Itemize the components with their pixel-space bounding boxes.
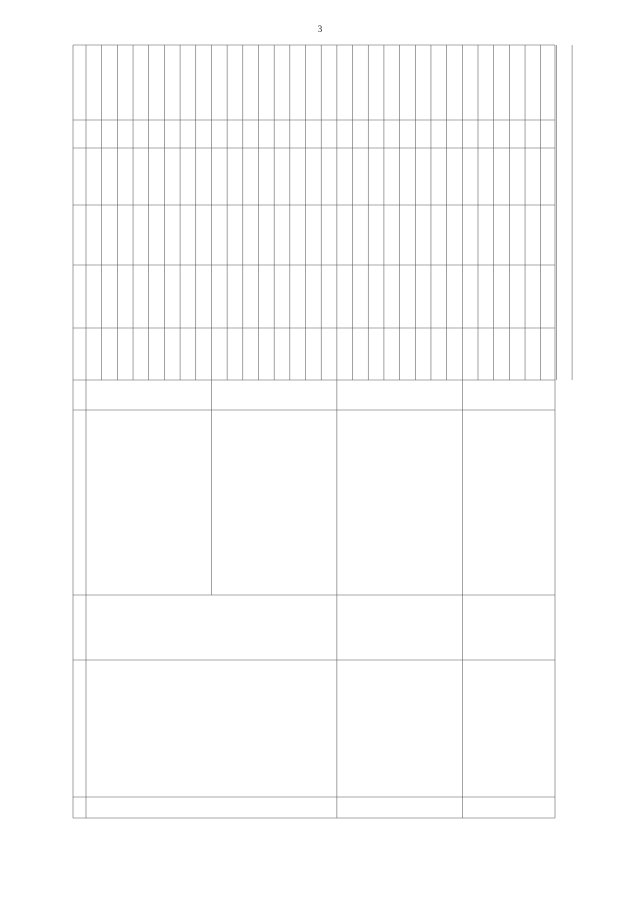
budget-table bbox=[73, 45, 572, 818]
table-grid bbox=[73, 45, 572, 818]
page-number: 3 bbox=[317, 24, 323, 34]
